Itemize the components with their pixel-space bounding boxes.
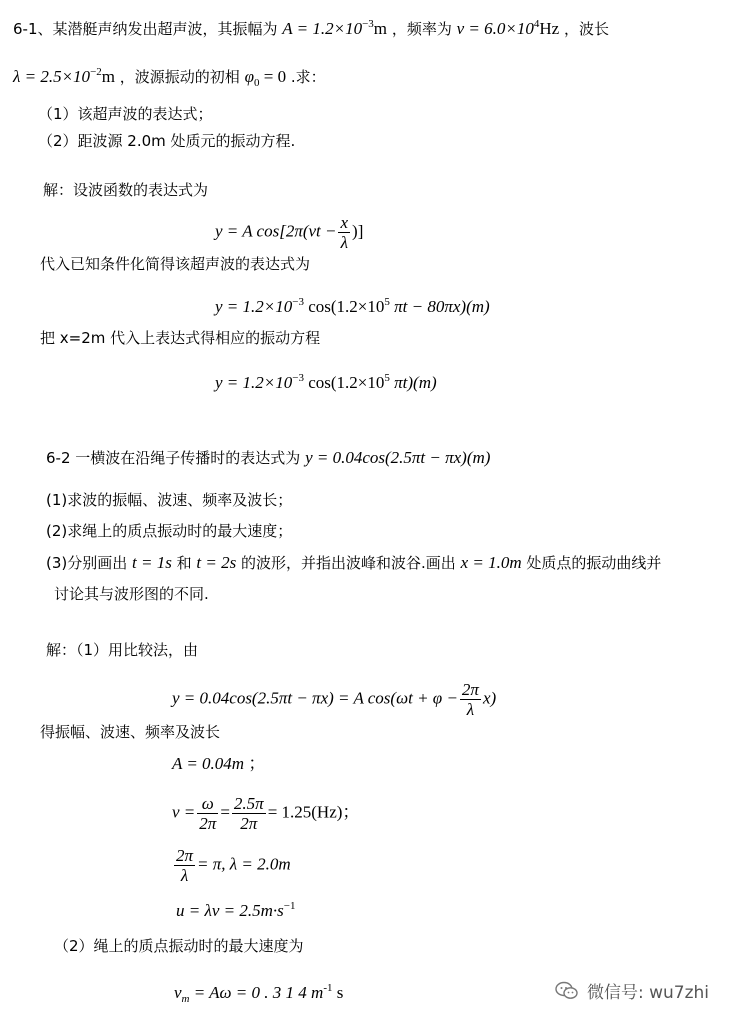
frequency-result: ν = $\frac{\omega}{2\pi}$ = $\frac{2.5\pi}{2\pi}$ = 1.25(Hz)； (172, 794, 360, 833)
vibration-equation: $y = 1.2\times 10^{-3}$ $\cos(1.2\times 10^5$ πt)(m) (215, 372, 437, 392)
problem-6-2-statement (46, 448, 490, 468)
wavelength-equation: $\lambda = 2.5\times 10^{-2}m$ (13, 66, 116, 86)
problem-6-2-question-3-line2: 讨论其与波形图的不同. (54, 585, 209, 603)
watermark-text: 微信号: wu7zhi (586, 983, 709, 1003)
comparison-equation: y = 0.04cos(2.5πt − πx) = A cos(ωt + φ − $\frac{2\pi}{\lambda}$ x) (172, 680, 497, 719)
results-text: 得振幅、波速、频率及波长 (40, 723, 221, 741)
problem-6-1-solution-label: 解：设波函数的表达式为 (43, 181, 209, 199)
wechat-watermark (555, 978, 709, 1003)
problem-6-2-question-3-line1: (3)分别画出 t = 1s 和 t = 2s 的波形，并指出波峰和波谷.画出 x = 1.0m 处质点的振动曲线并 (46, 553, 662, 572)
ultrasonic-wave-equation: $y = 1.2\times 10^{-3}$ $\cos(1.2\times 10^5$ πt − 80πx)(m) (215, 296, 490, 316)
problem-6-1-question-2: （2）距波源 2.0m 处质元的振动方程. (38, 132, 296, 150)
wave-speed-result: $u = \lambda\nu = 2.5m\cdot s^{-1}$ (176, 900, 296, 920)
max-speed-label: （2）绳上的质点振动时的最大速度为 (54, 937, 304, 955)
wechat-icon (555, 981, 579, 1001)
problem-6-2-solution-label: 解：（1）用比较法，由 (46, 641, 199, 659)
problem-6-1-statement-line1: 6-1、某潜艇声纳发出超声波，其振幅为 $A = 1.2\times 10^{-3}m$ ，频率为 $\nu = 6.0\times 10^4Hz$ ，波长 (13, 18, 609, 38)
substitution-text: 代入已知条件化简得该超声波的表达式为 (40, 255, 311, 273)
problem-6-1-question-1: （1）该超声波的表达式； (38, 105, 213, 123)
general-wave-equation: y = A cos[2π(νt − $\frac{x}{\lambda}$ )] (215, 213, 364, 252)
amplitude-equation: $A = 1.2\times 10^{-3}m$ (282, 18, 388, 38)
substitute-x-text: 把 x=2m 代入上表达式得相应的振动方程 (40, 329, 321, 347)
amplitude-result: A = 0.04m ； (172, 754, 266, 773)
wavelength-result: $\frac{2\pi}{\lambda}$ = π, λ = 2.0m (176, 846, 291, 885)
frequency-equation: $\nu = 6.0\times 10^4Hz$ (456, 18, 560, 38)
problem-6-2-question-1: (1)求波的振幅、波速、频率及波长； (46, 491, 293, 509)
initial-phase-equation: $\varphi_0 = 0$ (244, 67, 287, 89)
problem-6-1-intro: 6-1、某潜艇声纳发出超声波，其振幅为 (13, 20, 278, 38)
problem-6-2-intro: 6-2 一横波在沿绳子传播时的表达式为 (46, 449, 301, 467)
problem-6-2-question-2: (2)求绳上的质点振动时的最大速度； (46, 522, 293, 540)
problem-6-1-statement-line2: $\lambda = 2.5\times 10^{-2}m$ ，波源振动的初相 $\varphi_0 = 0$ .求： (13, 66, 326, 89)
max-speed-equation: $v_m = A\omega = 0$ . 3 1 4 $m^{-1}$ s (174, 982, 344, 1005)
rope-wave-equation: y = 0.04cos(2.5πt − πx)(m) (305, 448, 491, 467)
